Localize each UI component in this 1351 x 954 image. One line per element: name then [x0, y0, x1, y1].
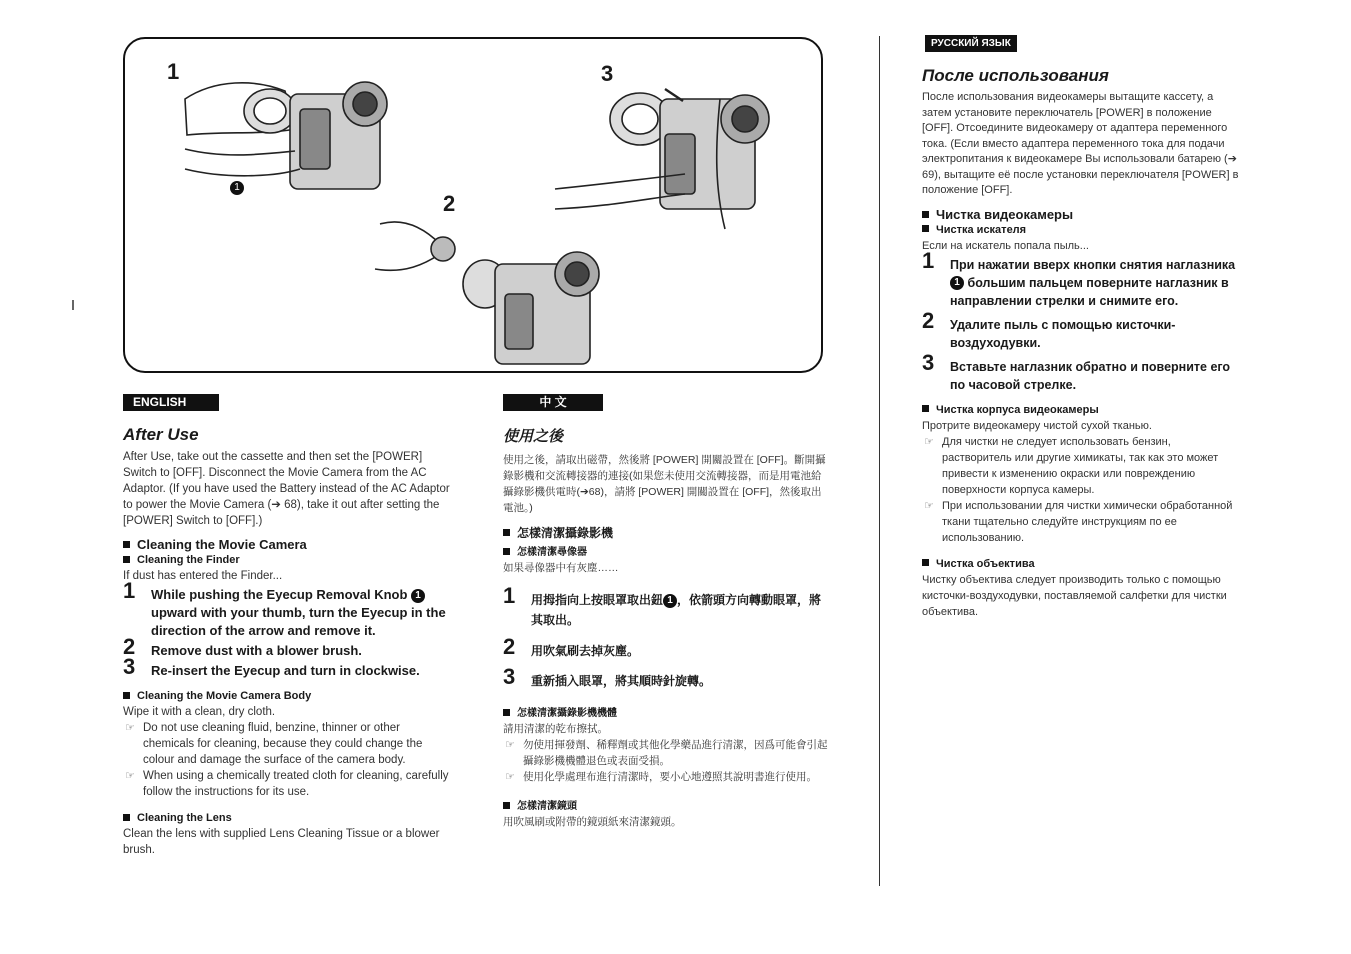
- chinese-sub-finder: 怎樣清潔尋像器: [503, 543, 831, 558]
- russian-step-3: 3 Вставьте наглазник обратно и поверните его по часовой стрелке.: [922, 349, 1231, 392]
- russian-body-intro: Протрите видеокамеру чистой сухой тканью.: [922, 419, 1152, 432]
- english-sub-finder: Cleaning the Finder: [123, 554, 453, 566]
- english-finder-intro: If dust has entered the Finder...: [123, 570, 283, 582]
- russian-finder-intro: Если на искатель попала пыль...: [922, 239, 1089, 252]
- russian-intro: После использования видеокамеры вытащите кассету, а затем установите переключатель [POWER] в положение [OFF]. Отсоедините видеокамеру от адаптера переменного тока. (Если вместо адаптера переменного тока для подачи электропитания к видеокамере Вы использовали батарею (➔ 69), вытащите её после установки переключателя [POWER] в положение [OFF].: [922, 91, 1239, 196]
- english-step-3: 3 Re-insert the Eyecup and turn in clockwise.: [123, 654, 420, 679]
- english-sub-lens: Cleaning the Lens: [123, 812, 453, 824]
- english-body-intro: Wipe it with a clean, dry cloth.: [123, 706, 276, 718]
- illustration-panel: [123, 37, 823, 373]
- margin-mark: [72, 300, 74, 310]
- chinese-caution-2: ☞ 使用化學處理布進行清潔時，要小心地遵照其說明書進行使用。: [505, 771, 817, 783]
- camera-drawing-step-3: [555, 89, 769, 229]
- camera-drawing-step-1: [185, 82, 387, 189]
- russian-caution-1: ☞ Для чистки не следует использовать бензин, растворитель или другие химикаты, так как это может привести к изменению окраски или повреждению поверхности корпуса камеры.: [924, 435, 1219, 496]
- russian-column: [922, 66, 1240, 620]
- column-divider: [879, 36, 880, 886]
- chinese-knob-callout: 1: [663, 594, 677, 608]
- russian-section-cleaning: Чистка видеокамеры: [922, 207, 1240, 222]
- chinese-step-2: 2 用吹氣刷去掉灰塵。: [503, 634, 640, 659]
- chinese-language-tag: 中 文: [503, 394, 603, 411]
- english-caution-2: ☞ When using a chemically treated cloth for cleaning, carefully follow the instructions for its use.: [125, 770, 449, 798]
- chinese-sub-lens: 怎樣清潔鏡頭: [503, 797, 831, 812]
- russian-sub-lens: Чистка объектива: [922, 558, 1240, 570]
- russian-language-tag: РУССКИЙ ЯЗЫК: [925, 35, 1017, 52]
- chinese-caution-1: ☞ 勿使用揮發劑、稀釋劑或其他化學藥品進行清潔，因爲可能會引起攝錄影機機體退色或表面受損。: [505, 739, 828, 767]
- chinese-body-intro: 請用清潔的乾布擦拭。: [503, 723, 608, 735]
- chinese-step-1: 1 用拇指向上按眼罩取出鈕 1 ，依箭頭方向轉動眼罩，將其取出。: [503, 583, 822, 627]
- russian-title: После использования: [922, 66, 1109, 85]
- chinese-step-3: 3 重新插入眼罩，將其順時針旋轉。: [503, 664, 712, 689]
- english-sub-body: Cleaning the Movie Camera Body: [123, 690, 453, 702]
- english-step-1: 1 While pushing the Eyecup Removal Knob 1 upward with your thumb, turn the Eyecup in the direction of the arrow and remove it.: [123, 578, 446, 638]
- russian-step-1: 1 При нажатии вверх кнопки снятия наглазника 1 большим пальцем поверните наглазник в направлении стрелки и снимите его.: [922, 247, 1236, 308]
- russian-caution-2: ☞ При использовании для чистки химически обработанной ткани тщательно следуйте инструкциям по ее использованию.: [924, 499, 1233, 544]
- eyecup-knob-callout: 1: [230, 181, 244, 195]
- chinese-finder-intro: 如果尋像器中有灰塵……: [503, 562, 619, 574]
- chinese-title: 使用之後: [503, 428, 564, 445]
- camera-drawing-step-2: [375, 222, 599, 364]
- english-caution-1: ☞ Do not use cleaning fluid, benzine, thinner or other chemicals for cleaning, because they could change the colour and damage the surface of the camera body.: [125, 722, 423, 766]
- english-knob-callout: 1: [411, 589, 425, 603]
- english-lens-text: Clean the lens with supplied Lens Cleaning Tissue or a blower brush.: [123, 828, 440, 856]
- english-section-cleaning: Cleaning the Movie Camera: [123, 537, 453, 552]
- chinese-column: [503, 425, 831, 830]
- figure-step-label-3: 3: [601, 61, 614, 86]
- chinese-lens-text: 用吹風刷或附帶的鏡頭紙來清潔鏡頭。: [503, 816, 682, 828]
- english-step-2: 2 Remove dust with a blower brush.: [123, 634, 362, 659]
- english-language-tag: ENGLISH: [123, 394, 219, 411]
- figure-step-label-2: 2: [443, 191, 456, 216]
- russian-sub-body: Чистка корпуса видеокамеры: [922, 404, 1240, 416]
- russian-sub-finder: Чистка искателя: [922, 224, 1240, 236]
- chinese-section-cleaning: 怎樣清潔攝錄影機: [503, 524, 831, 541]
- english-intro: After Use, take out the cassette and then set the [POWER] Switch to [OFF]. Disconnect the Movie Camera from the AC Adaptor. (If you have used the Battery instead of the AC Adaptor to power the Movie Camera (➔ 68), take it out after setting the [POWER] Switch to [OFF].): [123, 451, 450, 527]
- figure-step-label-1: 1: [167, 59, 180, 84]
- chinese-intro: 使用之後，請取出磁帶，然後將 [POWER] 開關設置在 [OFF]。斷開攝錄影機和交流轉接器的連接(如果您未使用交流轉接器，而是用電池給攝錄影機供電時(➔68)，請將 [POWER] 開關設置在 [OFF]，然後取出電池。): [503, 454, 826, 514]
- english-title: After Use: [123, 425, 199, 444]
- russian-lens-text: Чистку объектива следует производить только с помощью кисточки-воздуходувки, поставляемой салфетки для чистки объектива.: [922, 573, 1227, 618]
- russian-step-2: 2 Удалите пыль с помощью кисточки-воздуходувки.: [922, 307, 1176, 350]
- camera-illustration: [125, 39, 823, 373]
- english-column: [123, 425, 453, 858]
- russian-knob-callout: 1: [950, 276, 964, 290]
- chinese-sub-body: 怎樣清潔攝錄影機機體: [503, 704, 831, 719]
